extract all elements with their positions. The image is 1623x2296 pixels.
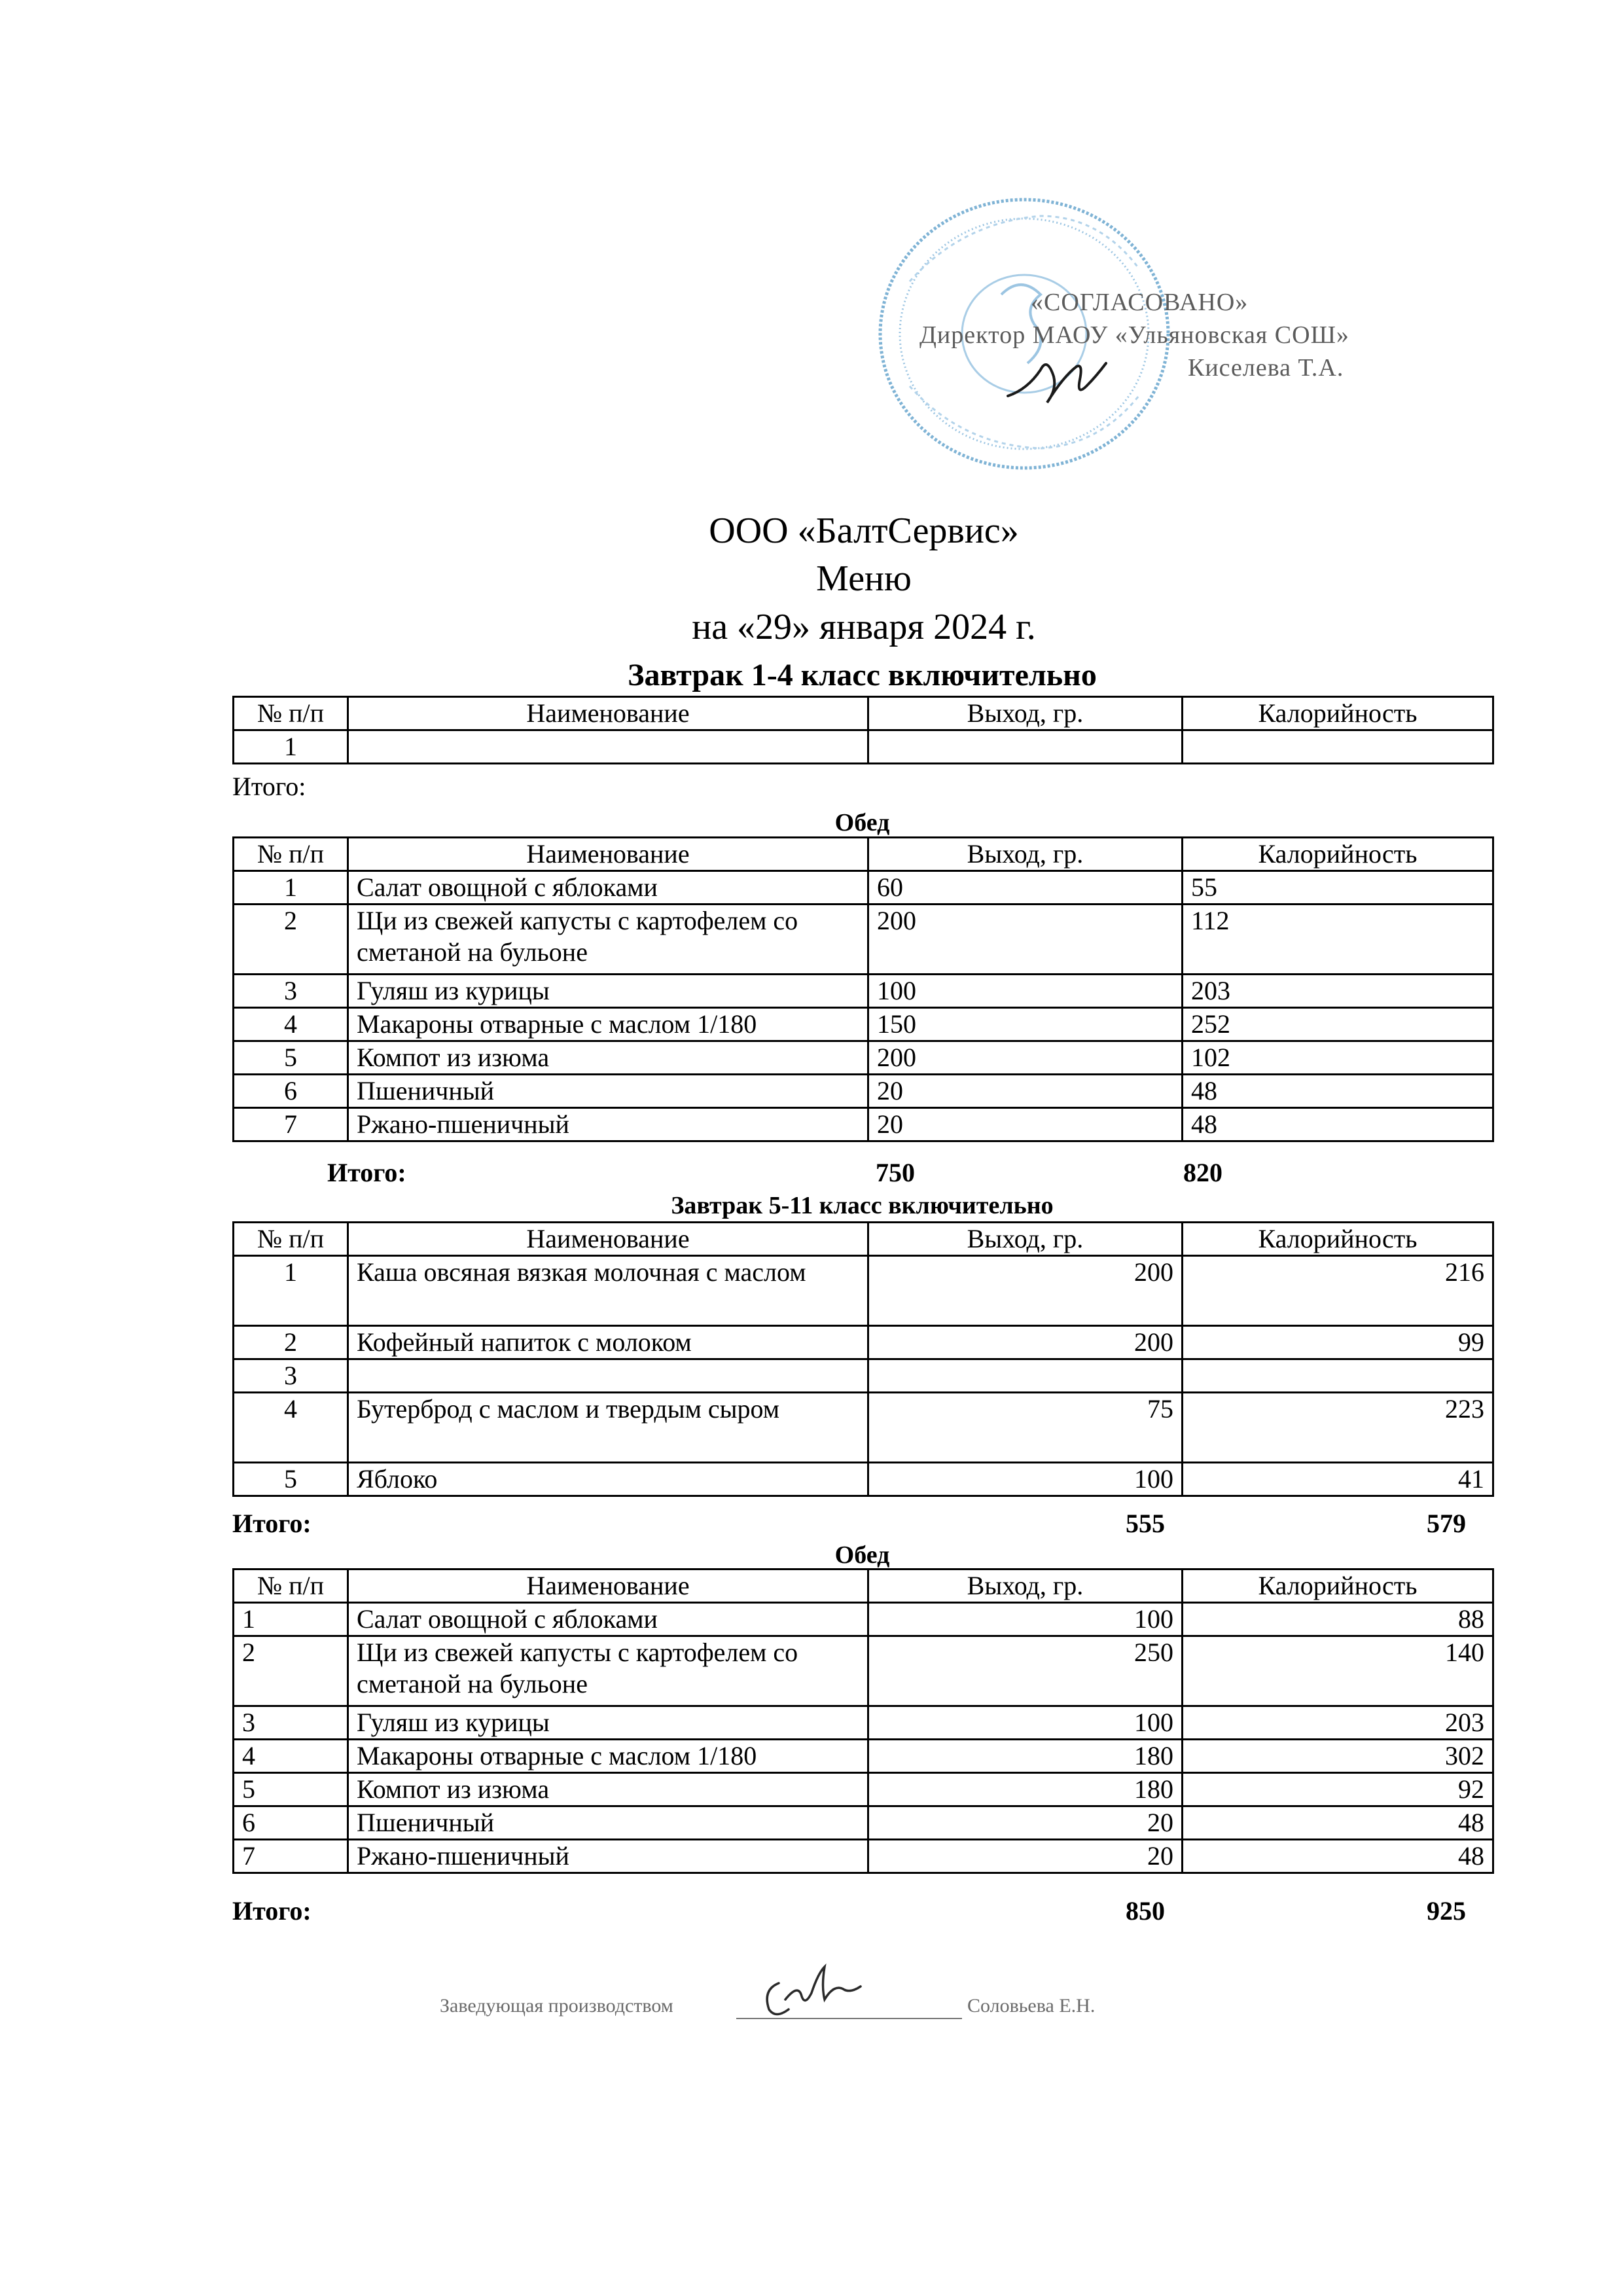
cell-name: Макароны отварные с маслом 1/180: [348, 1008, 868, 1041]
cell-yield: 200: [868, 1256, 1183, 1326]
cell-yield: 20: [868, 1108, 1183, 1141]
column-header-kcal: Калорийность: [1183, 1223, 1493, 1256]
table-row: [234, 1806, 1493, 1840]
table-row: [234, 1326, 1493, 1359]
manager-signature: [759, 1964, 870, 2022]
cell-kcal: 140: [1183, 1636, 1493, 1706]
cell-num: 3: [234, 1359, 348, 1393]
cell-name: [348, 730, 868, 764]
cell-name: Салат овощной с яблоками: [348, 871, 868, 905]
cell-kcal: 252: [1183, 1008, 1493, 1041]
cell-yield: 200: [868, 905, 1183, 975]
cell-num: 2: [234, 905, 348, 975]
cell-name: Щи из свежей капусты с картофелем со сметаной на бульоне: [348, 1636, 868, 1706]
table-row: [234, 1740, 1493, 1773]
cell-name: Каша овсяная вязкая молочная с маслом: [348, 1256, 868, 1326]
cell-name: Пшеничный: [348, 1806, 868, 1840]
cell-kcal: 88: [1183, 1603, 1493, 1636]
cell-num: 2: [234, 1326, 348, 1359]
section-total-label: Итого:: [232, 1896, 312, 1926]
cell-name: Гуляш из курицы: [348, 975, 868, 1008]
column-header-num: № п/п: [234, 697, 348, 730]
approval-position: Директор МАОУ «Ульяновская СОШ»: [919, 321, 1349, 349]
cell-yield: 200: [868, 1041, 1183, 1075]
table-row: [234, 1108, 1493, 1141]
approval-title: «СОГЛАСОВАНО»: [1031, 289, 1249, 316]
cell-num: 1: [234, 871, 348, 905]
cell-num: 7: [234, 1840, 348, 1873]
column-header-kcal: Калорийность: [1183, 1570, 1493, 1603]
cell-yield: 180: [868, 1773, 1183, 1806]
cell-yield: 100: [868, 975, 1183, 1008]
cell-num: 4: [234, 1393, 348, 1463]
production-manager-label: Заведующая производством: [440, 1995, 673, 2017]
section-total-kcal: 925: [1427, 1896, 1466, 1926]
cell-kcal: 203: [1183, 975, 1493, 1008]
cell-num: 1: [234, 730, 348, 764]
cell-kcal: 203: [1183, 1706, 1493, 1740]
table-row: [234, 1256, 1493, 1326]
column-header-num: № п/п: [234, 1223, 348, 1256]
cell-yield: 20: [868, 1075, 1183, 1108]
cell-kcal: 48: [1183, 1075, 1493, 1108]
table-row: [234, 1603, 1493, 1636]
cell-num: 3: [234, 975, 348, 1008]
cell-num: 4: [234, 1740, 348, 1773]
cell-yield: 150: [868, 1008, 1183, 1041]
cell-num: 1: [234, 1256, 348, 1326]
table-row: [234, 1840, 1493, 1873]
cell-name: Кофейный напиток с молоком: [348, 1326, 868, 1359]
cell-num: 7: [234, 1108, 348, 1141]
cell-kcal: 223: [1183, 1393, 1493, 1463]
cell-kcal: 102: [1183, 1041, 1493, 1075]
cell-num: 3: [234, 1706, 348, 1740]
cell-name: Ржано-пшеничный: [348, 1108, 868, 1141]
table-row: [234, 1075, 1493, 1108]
table-row: [234, 1393, 1493, 1463]
section-total-label: Итого:: [232, 772, 306, 801]
cell-kcal: 41: [1183, 1463, 1493, 1496]
cell-yield: 200: [868, 1326, 1183, 1359]
column-header-num: № п/п: [234, 838, 348, 871]
document-title: Меню: [816, 558, 912, 599]
table-row: [234, 730, 1493, 764]
table-row: [234, 905, 1493, 975]
table-row: [234, 1008, 1493, 1041]
cell-name: Яблоко: [348, 1463, 868, 1496]
section-total-yield: 750: [876, 1158, 915, 1187]
table-row: [234, 1359, 1493, 1393]
cell-yield: 100: [868, 1463, 1183, 1496]
cell-name: Бутерброд с маслом и твердым сыром: [348, 1393, 868, 1463]
menu-table: [232, 1568, 1494, 1874]
column-header-num: № п/п: [234, 1570, 348, 1603]
cell-num: 6: [234, 1806, 348, 1840]
cell-kcal: 48: [1183, 1840, 1493, 1873]
cell-kcal: [1183, 730, 1493, 764]
cell-num: 5: [234, 1463, 348, 1496]
cell-name: Макароны отварные с маслом 1/180: [348, 1740, 868, 1773]
cell-num: 5: [234, 1041, 348, 1075]
table-header-row: [234, 1223, 1493, 1256]
section-title: Обед: [834, 1541, 890, 1569]
cell-num: 6: [234, 1075, 348, 1108]
cell-kcal: 216: [1183, 1256, 1493, 1326]
section-total-kcal: 820: [1183, 1158, 1222, 1187]
cell-num: 2: [234, 1636, 348, 1706]
cell-kcal: 48: [1183, 1806, 1493, 1840]
table-header-row: [234, 838, 1493, 871]
table-row: [234, 1041, 1493, 1075]
table-row: [234, 1463, 1493, 1496]
section-title: Завтрак 1-4 класс включительно: [628, 658, 1097, 692]
table-row: [234, 1706, 1493, 1740]
cell-yield: 100: [868, 1706, 1183, 1740]
organization-name: ООО «БалтСервис»: [709, 511, 1019, 551]
cell-kcal: 99: [1183, 1326, 1493, 1359]
column-header-name: Наименование: [348, 1223, 868, 1256]
menu-date: на «29» января 2024 г.: [692, 607, 1036, 647]
section-total-yield: 850: [1126, 1896, 1165, 1926]
column-header-yield: Выход, гр.: [868, 838, 1183, 871]
cell-name: Ржано-пшеничный: [348, 1840, 868, 1873]
cell-yield: 60: [868, 871, 1183, 905]
cell-kcal: 302: [1183, 1740, 1493, 1773]
column-header-name: Наименование: [348, 838, 868, 871]
approval-name: Киселева Т.А.: [1188, 354, 1344, 382]
cell-name: [348, 1359, 868, 1393]
cell-name: Компот из изюма: [348, 1041, 868, 1075]
cell-num: 4: [234, 1008, 348, 1041]
cell-kcal: 55: [1183, 871, 1493, 905]
cell-kcal: 92: [1183, 1773, 1493, 1806]
cell-kcal: [1183, 1359, 1493, 1393]
cell-yield: 100: [868, 1603, 1183, 1636]
section-title: Завтрак 5-11 класс включительно: [671, 1192, 1054, 1219]
menu-table: [232, 696, 1494, 764]
column-header-yield: Выход, гр.: [868, 697, 1183, 730]
table-row: [234, 1773, 1493, 1806]
table-header-row: [234, 1570, 1493, 1603]
cell-yield: 20: [868, 1840, 1183, 1873]
cell-kcal: 112: [1183, 905, 1493, 975]
column-header-yield: Выход, гр.: [868, 1223, 1183, 1256]
column-header-name: Наименование: [348, 1570, 868, 1603]
cell-yield: 180: [868, 1740, 1183, 1773]
cell-yield: [868, 730, 1183, 764]
section-total-label: Итого:: [232, 1509, 312, 1538]
production-manager-name: Соловьева Е.Н.: [967, 1995, 1096, 2017]
cell-kcal: 48: [1183, 1108, 1493, 1141]
section-total-label: Итого:: [327, 1158, 406, 1187]
column-header-kcal: Калорийность: [1183, 838, 1493, 871]
cell-name: Щи из свежей капусты с картофелем со сметаной на бульоне: [348, 905, 868, 975]
menu-table: [232, 836, 1494, 1142]
cell-num: 1: [234, 1603, 348, 1636]
section-total-kcal: 579: [1427, 1509, 1466, 1538]
cell-yield: 20: [868, 1806, 1183, 1840]
cell-name: Пшеничный: [348, 1075, 868, 1108]
column-header-kcal: Калорийность: [1183, 697, 1493, 730]
table-row: [234, 871, 1493, 905]
section-title: Обед: [834, 809, 890, 836]
cell-yield: 75: [868, 1393, 1183, 1463]
menu-table: [232, 1221, 1494, 1497]
cell-yield: 250: [868, 1636, 1183, 1706]
column-header-yield: Выход, гр.: [868, 1570, 1183, 1603]
cell-name: Гуляш из курицы: [348, 1706, 868, 1740]
table-row: [234, 975, 1493, 1008]
table-row: [234, 1636, 1493, 1706]
director-signature: [1001, 344, 1132, 416]
section-total-yield: 555: [1126, 1509, 1165, 1538]
table-header-row: [234, 697, 1493, 730]
cell-name: Салат овощной с яблоками: [348, 1603, 868, 1636]
column-header-name: Наименование: [348, 697, 868, 730]
cell-yield: [868, 1359, 1183, 1393]
cell-name: Компот из изюма: [348, 1773, 868, 1806]
cell-num: 5: [234, 1773, 348, 1806]
